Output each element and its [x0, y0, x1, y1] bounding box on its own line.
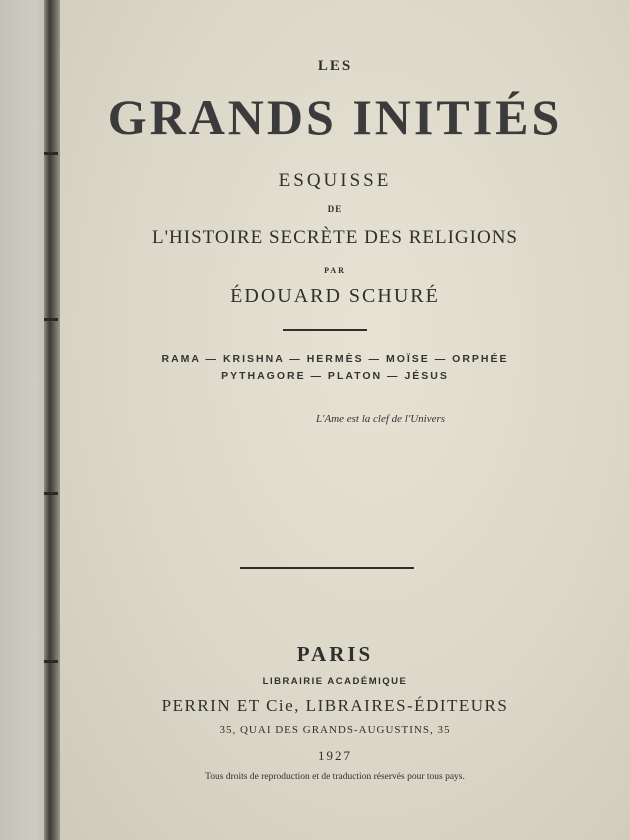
subtitle-histoire: L'HISTOIRE SECRÈTE DES RELIGIONS	[152, 227, 518, 248]
subtitle-esquisse: ESQUISSE	[278, 170, 392, 191]
binding-stitch	[44, 660, 58, 663]
rights-notice: Tous droits de reproduction et de traduction réservés pour tous pays.	[205, 772, 465, 782]
divider-rule	[283, 329, 367, 331]
initiates-line-1: RAMA — KRISHNA — HERMÈS — MOÏSE — ORPHÉE	[161, 353, 509, 365]
author-par: PAR	[324, 266, 346, 275]
initiates-line-2: PYTHAGORE — PLATON — JÉSUS	[221, 370, 449, 382]
facing-page-edge	[0, 0, 50, 840]
title-article: LES	[317, 58, 353, 74]
imprint-address: 35, QUAI DES GRANDS-AUGUSTINS, 35	[219, 724, 451, 736]
author-name: ÉDOUARD SCHURÉ	[230, 285, 440, 307]
binding-stitch	[44, 492, 58, 495]
imprint-publisher: PERRIN ET Cie, LIBRAIRES-ÉDITEURS	[161, 696, 509, 715]
binding-stitch	[44, 152, 58, 155]
book-title: GRANDS INITIÉS	[107, 89, 563, 145]
subtitle-de: DE	[327, 204, 343, 214]
epigraph: L'Ame est la clef de l'Univers	[316, 413, 446, 425]
binding-stitch	[44, 318, 58, 321]
book-spine	[44, 0, 60, 840]
imprint-city: PARIS	[296, 642, 374, 666]
divider-rule-long	[240, 567, 414, 569]
imprint-library: LIBRAIRIE ACADÉMIQUE	[262, 676, 408, 687]
imprint-year: 1927	[318, 748, 352, 763]
initiates-list	[60, 351, 610, 385]
